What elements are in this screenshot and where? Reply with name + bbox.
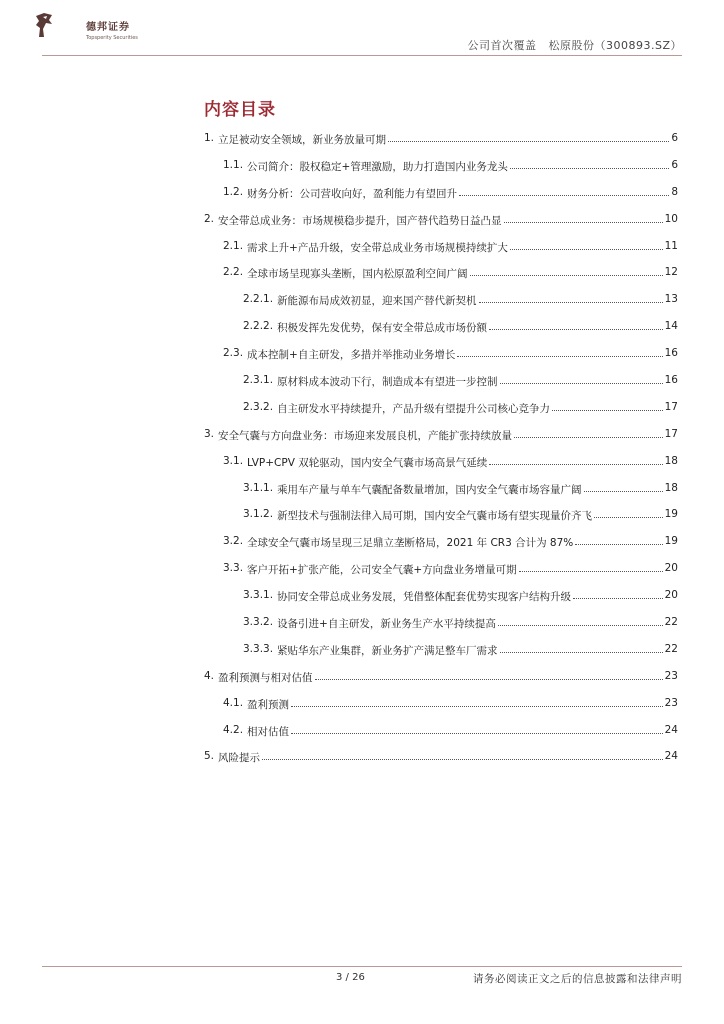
toc-entry[interactable]	[204, 320, 678, 347]
toc-dot-leader	[500, 374, 663, 384]
toc-entry-page: 19	[664, 535, 678, 548]
toc-entry[interactable]	[204, 293, 678, 320]
toc-entry-page: 16	[664, 347, 678, 360]
toc-entry-number: 3.3.3.	[243, 642, 274, 655]
toc-dot-leader	[315, 670, 663, 680]
toc-entry-page: 13	[664, 293, 678, 306]
toc-dot-leader	[575, 535, 662, 545]
toc-entry[interactable]	[204, 213, 678, 240]
toc-entry-number: 2.1.	[223, 239, 244, 252]
brand-name: 德邦证券	[86, 22, 130, 33]
toc-entry[interactable]	[204, 186, 678, 213]
toc-entry[interactable]	[204, 401, 678, 428]
toc-entry-title: 全球市场呈现寡头垄断，国内松原盈利空间广阔	[247, 268, 468, 281]
toc-entry-title: 安全气囊与方向盘业务：市场迎来发展良机，产能扩张持续放量	[218, 429, 513, 442]
toc-entry-number: 2.3.1.	[243, 374, 274, 387]
toc-entry[interactable]	[204, 724, 678, 751]
toc-dot-leader	[573, 589, 663, 599]
toc-entry-page: 10	[664, 212, 678, 225]
toc-entry-page: 16	[664, 374, 678, 387]
toc-entry[interactable]	[204, 589, 678, 616]
footer-divider	[42, 966, 682, 967]
toc-entry-page: 22	[664, 616, 678, 629]
tiger-logo-icon	[34, 12, 54, 38]
toc-dot-leader	[594, 508, 663, 518]
toc-entry-title: 乘用车产量与单车气囊配备数量增加，国内安全气囊市场容量广阔	[277, 483, 582, 496]
brand-name-en: Topsperity Securities	[86, 35, 138, 41]
toc-entry-page: 8	[671, 185, 678, 198]
page-number: 3 / 26	[336, 972, 365, 983]
toc-entry-title: 客户开拓+扩张产能，公司安全气囊+方向盘业务增量可期	[247, 564, 517, 577]
toc-entry[interactable]	[204, 132, 678, 159]
toc-dot-leader	[504, 213, 663, 223]
toc-dot-leader	[262, 750, 663, 760]
toc-entry-number: 1.2.	[223, 185, 244, 198]
toc-dot-leader	[457, 347, 662, 357]
toc-entry-title: 成本控制+自主研发，多措并举推动业务增长	[247, 349, 456, 362]
toc-entry-page: 6	[671, 158, 678, 171]
toc-entry-number: 4.1.	[223, 696, 244, 709]
toc-entry-title: 新型技术与强制法律入局可期，国内安全气囊市场有望实现量价齐飞	[277, 510, 593, 523]
toc-entry-title: 盈利预测与相对估值	[218, 671, 313, 684]
toc-entry-number: 2.3.2.	[243, 400, 274, 413]
toc-entry[interactable]	[204, 616, 678, 643]
toc-entry[interactable]	[204, 562, 678, 589]
toc-entry[interactable]	[204, 240, 678, 267]
toc-entry-number: 3.3.1.	[243, 589, 274, 602]
toc-entry-title: 协同安全带总成业务发展，凭借整体配套优势实现客户结构升级	[277, 591, 572, 604]
toc-entry-title: 积极发挥先发优势，保有安全带总成市场份额	[277, 322, 488, 335]
toc-entry-title: 新能源布局成效初显，迎来国产替代新契机	[277, 295, 477, 308]
header-divider	[42, 55, 682, 56]
toc-entry-title: 风险提示	[218, 752, 261, 765]
toc-entry-page: 17	[664, 427, 678, 440]
toc-entry-title: 全球安全气囊市场呈现三足鼎立垄断格局，2021 年 CR3 合计为 87%	[247, 537, 574, 550]
toc-entry-page: 17	[664, 400, 678, 413]
toc-entry-number: 1.1.	[223, 158, 244, 171]
toc-entry-page: 12	[664, 266, 678, 279]
toc-dot-leader	[519, 562, 663, 572]
toc-entry[interactable]	[204, 428, 678, 455]
toc-entry-number: 3.2.	[223, 535, 244, 548]
toc-entry-number: 4.	[204, 669, 215, 682]
company-logo	[34, 12, 164, 52]
toc-entry-number: 1.	[204, 132, 215, 144]
toc-entry[interactable]	[204, 750, 678, 777]
toc-entry-number: 5.	[204, 750, 215, 763]
table-of-contents	[204, 132, 678, 777]
toc-entry[interactable]	[204, 508, 678, 535]
company-ticker: 松原股份（300893.SZ）	[548, 39, 682, 52]
toc-entry-number: 2.	[204, 212, 215, 225]
toc-entry-page: 23	[664, 696, 678, 709]
toc-dot-leader	[510, 240, 663, 250]
toc-dot-leader	[552, 401, 663, 411]
toc-entry[interactable]	[204, 482, 678, 509]
toc-entry-page: 23	[664, 669, 678, 682]
toc-entry-number: 3.3.	[223, 562, 244, 575]
toc-dot-leader	[510, 159, 669, 169]
toc-entry-title: 相对估值	[247, 725, 290, 738]
toc-entry[interactable]	[204, 643, 678, 670]
toc-entry[interactable]	[204, 697, 678, 724]
report-header	[467, 37, 682, 53]
toc-entry-title: 需求上升+产品升级，安全带总成业务市场规模持续扩大	[247, 241, 508, 254]
toc-entry-title: 原材料成本波动下行，制造成本有望进一步控制	[277, 376, 498, 389]
toc-dot-leader	[470, 266, 663, 276]
toc-entry-title: 财务分析：公司营收向好，盈利能力有望回升	[247, 187, 458, 200]
toc-entry-number: 2.2.	[223, 266, 244, 279]
toc-title: 内容目录	[204, 100, 276, 120]
toc-entry[interactable]	[204, 347, 678, 374]
toc-dot-leader	[291, 724, 663, 734]
toc-entry-title: 设备引进+自主研发，新业务生产水平持续提高	[277, 618, 496, 631]
toc-entry-page: 22	[664, 642, 678, 655]
disclaimer-note: 请务必阅读正文之后的信息披露和法律声明	[473, 973, 682, 985]
toc-dot-leader	[489, 455, 662, 465]
toc-entry-page: 18	[664, 454, 678, 467]
toc-dot-leader	[514, 428, 663, 438]
toc-entry-number: 3.1.1.	[243, 481, 274, 494]
toc-entry[interactable]	[204, 266, 678, 293]
toc-dot-leader	[291, 697, 663, 707]
toc-entry-page: 24	[664, 723, 678, 736]
toc-entry-page: 20	[664, 562, 678, 575]
toc-entry[interactable]	[204, 159, 678, 186]
toc-entry-number: 2.2.2.	[243, 320, 274, 333]
toc-dot-leader	[489, 320, 663, 330]
toc-dot-leader	[459, 186, 669, 196]
toc-entry-title: LVP+CPV 双轮驱动，国内安全气囊市场高景气延续	[247, 456, 488, 469]
toc-entry-title: 公司简介：股权稳定+管理激励，助力打造国内业务龙头	[247, 160, 508, 173]
toc-dot-leader	[584, 482, 663, 492]
toc-entry[interactable]	[204, 455, 678, 482]
toc-dot-leader	[388, 132, 669, 142]
toc-dot-leader	[479, 293, 663, 303]
toc-dot-leader	[500, 643, 663, 653]
toc-entry-number: 3.	[204, 427, 215, 440]
toc-dot-leader	[498, 616, 663, 626]
report-type: 公司首次覆盖	[467, 39, 537, 52]
toc-entry-number: 3.1.2.	[243, 508, 274, 521]
toc-entry-title: 安全带总成业务：市场规模稳步提升，国产替代趋势日益凸显	[218, 214, 502, 227]
toc-entry-title: 自主研发水平持续提升，产品升级有望提升公司核心竞争力	[277, 402, 551, 415]
toc-entry-page: 20	[664, 589, 678, 602]
toc-entry-title: 立足被动安全领域，新业务放量可期	[218, 134, 387, 146]
toc-entry-title: 盈利预测	[247, 698, 290, 711]
toc-entry-page: 11	[664, 239, 678, 252]
toc-entry[interactable]	[204, 535, 678, 562]
toc-entry-page: 6	[671, 132, 678, 144]
toc-entry-number: 2.3.	[223, 347, 244, 360]
toc-entry-number: 4.2.	[223, 723, 244, 736]
toc-entry[interactable]	[204, 374, 678, 401]
toc-entry-number: 3.1.	[223, 454, 244, 467]
toc-entry-title: 紧贴华东产业集群，新业务扩产满足整车厂需求	[277, 644, 498, 657]
toc-entry-page: 14	[664, 320, 678, 333]
toc-entry-page: 24	[664, 750, 678, 763]
toc-entry-number: 2.2.1.	[243, 293, 274, 306]
toc-entry[interactable]	[204, 670, 678, 697]
toc-entry-number: 3.3.2.	[243, 616, 274, 629]
toc-entry-page: 18	[664, 481, 678, 494]
toc-entry-page: 19	[664, 508, 678, 521]
